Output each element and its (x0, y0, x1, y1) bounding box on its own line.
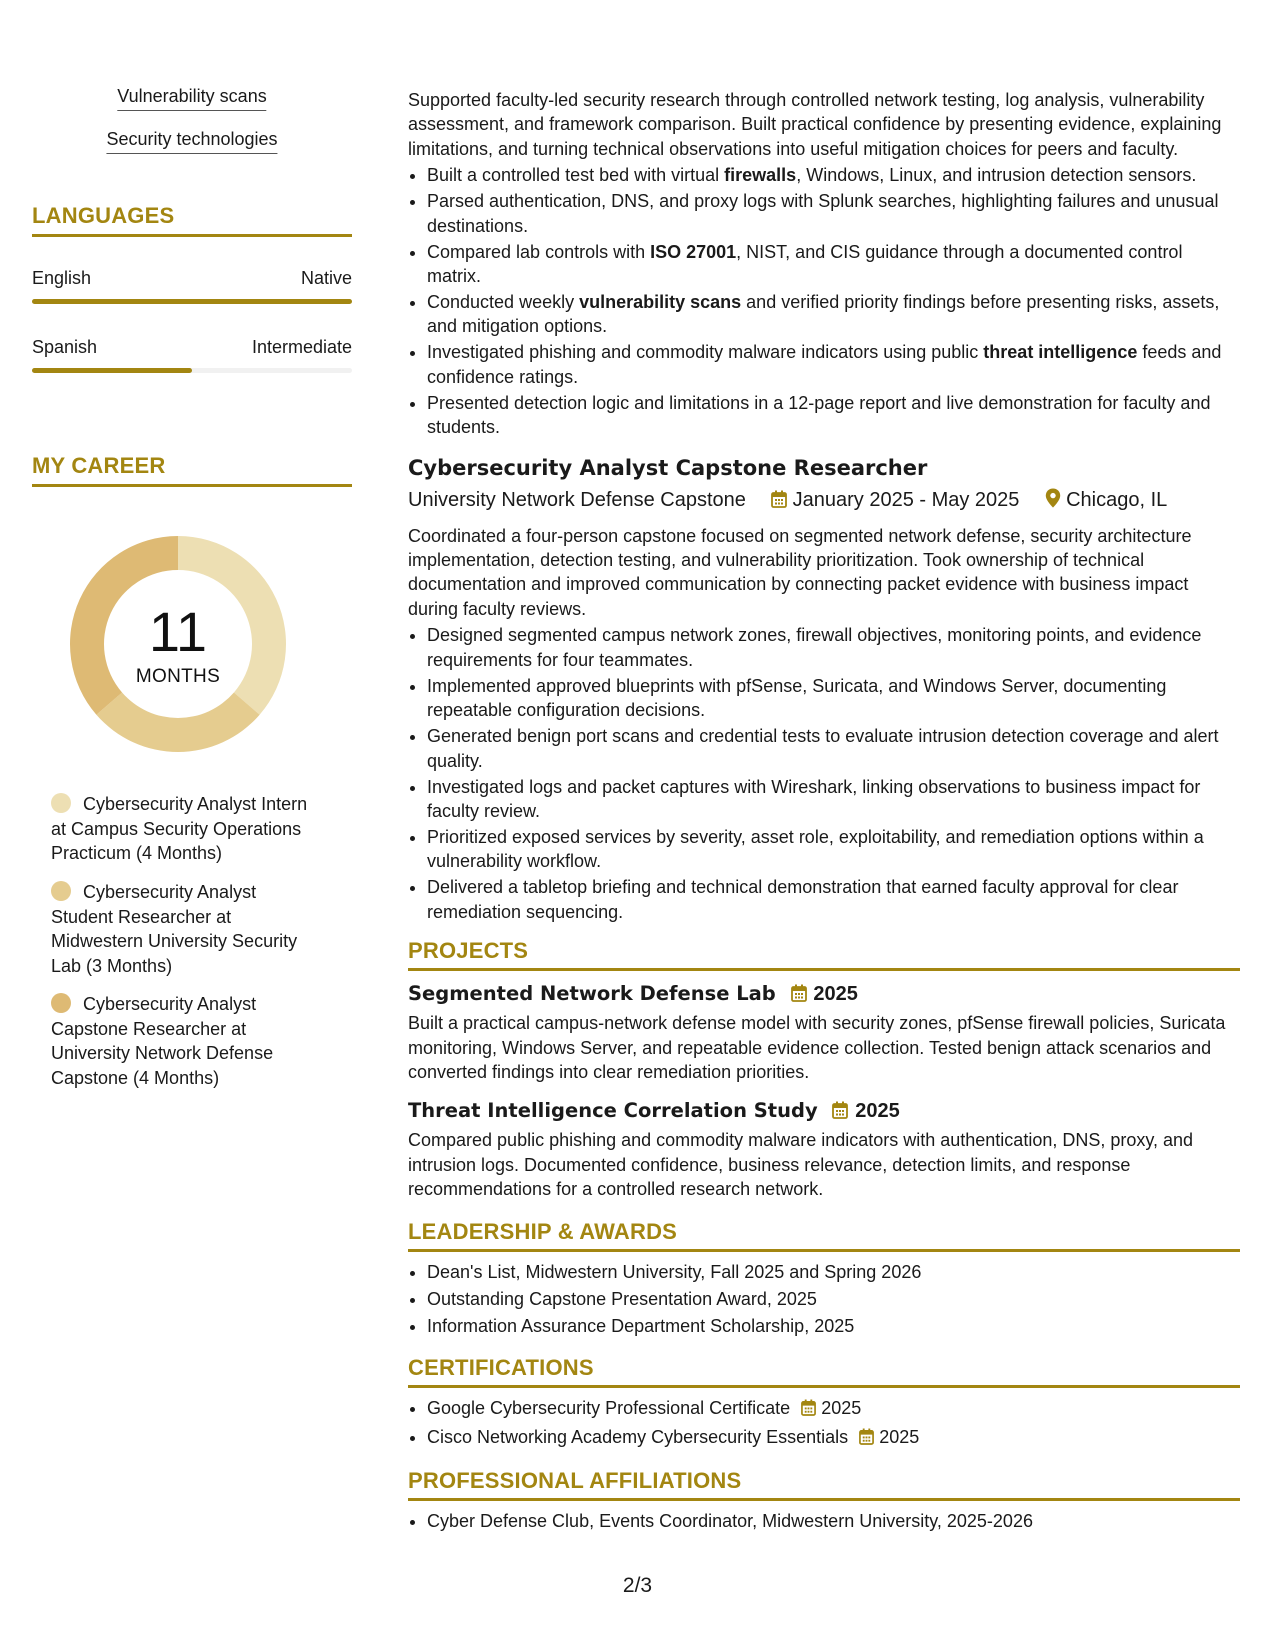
skill-tag: Security technologies (106, 129, 277, 154)
career-item-text: Cybersecurity Analyst Student Researcher at Midwestern University Security Lab (3 Months) (51, 882, 298, 976)
list-item: • Investigated phishing and commodity malware indicators using public threat intelligence feeds and confidence ratings. (427, 340, 1240, 389)
page-number: 2/3 (622, 1574, 653, 1597)
projects-heading: PROJECTS (408, 937, 1240, 971)
list-item: • Designed segmented campus network zones, firewall objectives, monitoring points, and evidence requirements for four teammates. (427, 623, 1240, 672)
list-item: • Generated benign port scans and credential tests to evaluate intrusion detection coverage and alert quality. (427, 724, 1240, 773)
calendar-icon (832, 1100, 848, 1126)
project-title (408, 1098, 1240, 1126)
list-item: • Outstanding Capstone Presentation Award, 2025 (427, 1287, 1240, 1311)
affiliations-heading: PROFESSIONAL AFFILIATIONS (408, 1467, 1240, 1501)
career-dot (51, 993, 71, 1013)
project-year: 2025 (855, 1100, 900, 1123)
language-level: Intermediate (251, 337, 352, 357)
language-proficiency-fill (32, 299, 352, 304)
list-item: • Dean's List, Midwestern University, Fall 2025 and Spring 2026 (427, 1260, 1240, 1284)
language-proficiency-bar (32, 299, 352, 304)
calendar-icon (859, 1427, 874, 1451)
career-donut-chart (66, 532, 290, 756)
career-dot (51, 793, 71, 813)
career-item-text: Cybersecurity Analyst Intern at Campus Security Operations Practicum (4 Months) (51, 794, 308, 863)
job-summary: Coordinated a four-person capstone focused on segmented network defense, security architecture implementation, detection testing, and vulnerability prioritization. Took ownership of technical documentation and improved communication by connecting packet evidence with business impact during faculty reviews. (408, 525, 1192, 619)
leadership-list (408, 1260, 1240, 1338)
calendar-icon (801, 1398, 816, 1422)
list-item: • Investigated logs and packet captures with Wireshark, linking observations to business impact for faculty review. (427, 775, 1240, 824)
experience-summary: Supported faculty-led security research through controlled network testing, log analysis, vulnerability assessment, and framework comparison. Built practical confidence by presenting evidence, explaining limitations, and turning technical observations into useful mitigation choices for peers and faculty. (408, 90, 1222, 159)
career-item (51, 792, 321, 866)
job-title: Cybersecurity Analyst Capstone Researcher (408, 455, 928, 480)
language-name: Spanish (32, 337, 98, 357)
language-proficiency-bar (32, 368, 352, 373)
job-organization: University Network Defense Capstone (408, 488, 746, 511)
certification-year: 2025 (821, 1397, 862, 1418)
career-item (51, 880, 321, 978)
certifications-heading: CERTIFICATIONS (408, 1354, 1240, 1388)
job-meta (408, 486, 1240, 516)
calendar-icon (791, 983, 807, 1009)
list-item: • Compared lab controls with ISO 27001, NIST, and CIS guidance through a documented control matrix. (427, 240, 1240, 289)
project-year: 2025 (813, 983, 858, 1006)
languages-heading: LANGUAGES (32, 203, 352, 237)
project-description: Built a practical campus-network defense model with security zones, pfSense firewall policies, Suricata monitoring, Windows Server, and repeatable evidence collection. Tested benign attack scenarios and converted findings into clear remediation priorities. (408, 1013, 1226, 1082)
map-pin-icon (1045, 488, 1061, 516)
certification-name: Google Cybersecurity Professional Certificate (427, 1397, 791, 1418)
list-item: • Parsed authentication, DNS, and proxy logs with Splunk searches, highlighting failures and unusual destinations. (427, 189, 1240, 238)
job-dates: January 2025 - May 2025 (792, 488, 1020, 511)
project-description: Compared public phishing and commodity malware indicators with authentication, DNS, proxy, and intrusion logs. Documented confidence, business relevance, detection limits, and response recommendations for a controlled research network. (408, 1130, 1194, 1200)
career-item-text: Cybersecurity Analyst Capstone Researcher at University Network Defense Capstone (4 Months) (51, 994, 274, 1088)
list-item: • Built a controlled test bed with virtual firewalls, Windows, Linux, and intrusion detection sensors. (427, 163, 1240, 187)
career-total-unit: MONTHS (135, 666, 221, 687)
certification-year: 2025 (879, 1426, 920, 1447)
certification-name: Cisco Networking Academy Cybersecurity Essentials (427, 1426, 849, 1447)
experience-bullets (408, 163, 1240, 439)
career-item (51, 992, 321, 1090)
donut-segment-2 (96, 692, 259, 752)
project-title (408, 981, 1240, 1009)
certifications-list (408, 1396, 1240, 1451)
calendar-icon (771, 488, 787, 516)
project-name: Segmented Network Defense Lab (408, 982, 776, 1006)
job-location: Chicago, IL (1066, 488, 1168, 511)
leadership-heading: LEADERSHIP & AWARDS (408, 1218, 1240, 1252)
language-proficiency-fill (32, 368, 192, 373)
list-item: • Prioritized exposed services by severity, asset role, exploitability, and remediation options within a vulnerability workflow. (427, 825, 1240, 874)
language-level: Native (300, 268, 352, 288)
main-column (408, 88, 1240, 1536)
language-name: English (32, 268, 92, 288)
list-item: • Conducted weekly vulnerability scans and verified priority findings before presenting risks, assets, and mitigation options. (427, 290, 1240, 339)
list-item: • Presented detection logic and limitations in a 12-page report and live demonstration for faculty and students. (427, 391, 1240, 440)
list-item: • Implemented approved blueprints with pfSense, Suricata, and Windows Server, documenting repeatable configuration decisions. (427, 674, 1240, 723)
career-dot (51, 881, 71, 901)
career-total-months: 11 (148, 600, 208, 663)
affiliations-list (408, 1509, 1240, 1533)
list-item: • Delivered a tabletop briefing and technical demonstration that earned faculty approval for clear remediation sequencing. (427, 875, 1240, 924)
list-item (427, 1425, 1240, 1451)
list-item: • Cyber Defense Club, Events Coordinator, Midwestern University, 2025-2026 (427, 1509, 1240, 1533)
skill-tag: Vulnerability scans (117, 86, 266, 111)
job-bullets (408, 623, 1240, 924)
project-name: Threat Intelligence Correlation Study (408, 1099, 818, 1123)
list-item: • Information Assurance Department Scholarship, 2025 (427, 1314, 1240, 1338)
list-item (427, 1396, 1240, 1422)
career-heading: MY CAREER (32, 453, 352, 487)
